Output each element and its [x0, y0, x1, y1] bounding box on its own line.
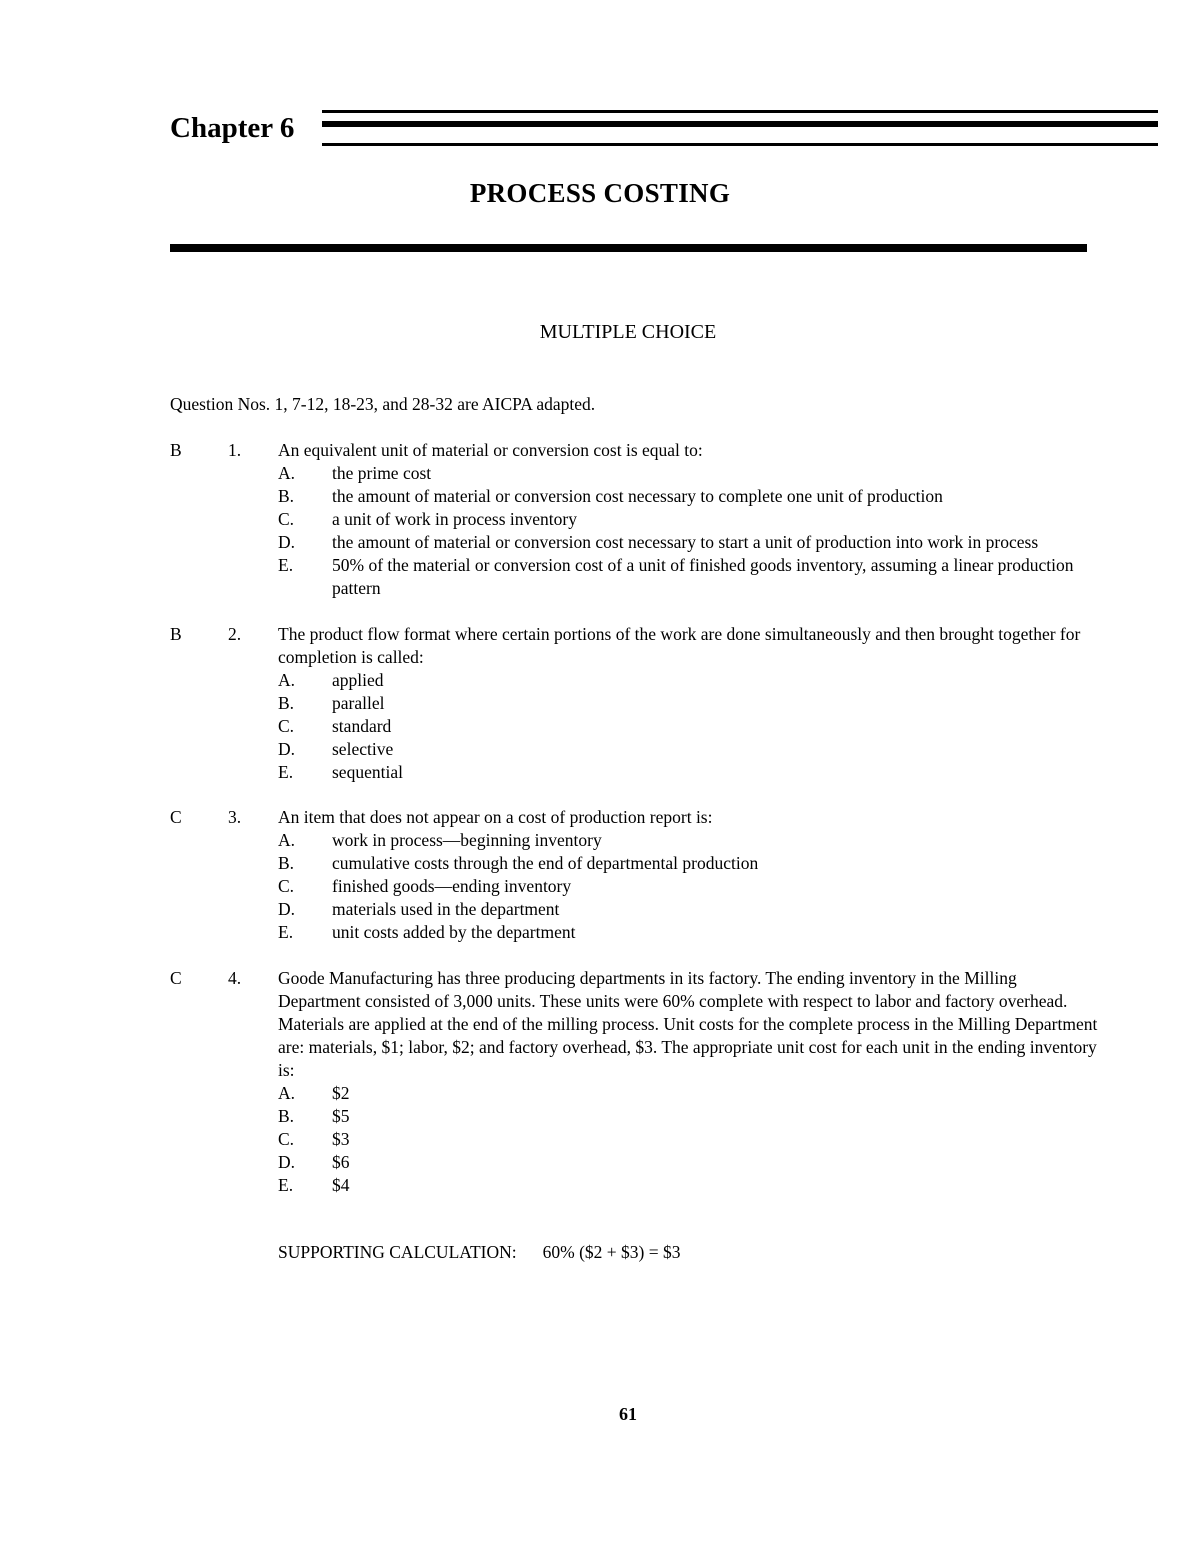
option-letter: A.: [278, 669, 296, 690]
option: [170, 829, 1100, 852]
option-text: selective: [332, 738, 394, 759]
option-letter: A.: [278, 830, 296, 850]
option: [170, 669, 1100, 692]
option-letter: E.: [278, 1174, 294, 1195]
option-text: sequential: [332, 761, 403, 782]
question-stem: The product flow format where certain portions of the work are done simultaneously and then brought together for completion is called:: [278, 623, 1081, 667]
supporting-calculation-label: SUPPORTING CALCULATION:: [278, 1241, 517, 1262]
option-letter: C.: [278, 1128, 295, 1149]
question-number: 3.: [228, 807, 242, 827]
option-letter: C.: [278, 876, 295, 896]
question-list: [170, 439, 1100, 1286]
option-text: the prime cost: [332, 463, 432, 483]
answer-key: B: [170, 623, 182, 644]
option-text: $5: [332, 1105, 350, 1126]
option: [170, 1174, 1100, 1197]
option-letter: A.: [278, 463, 296, 483]
option-letter: E.: [278, 922, 294, 942]
option-text: cumulative costs through the end of departmental production: [332, 853, 759, 873]
option-text: a unit of work in process inventory: [332, 509, 577, 529]
supporting-calculation-value: 60% ($2 + $3) = $3: [542, 1241, 681, 1262]
option-letter: C.: [278, 715, 295, 736]
question-number: 2.: [228, 623, 242, 644]
option: [170, 692, 1100, 715]
option-text: $6: [332, 1151, 350, 1172]
option-letter: E.: [278, 555, 294, 575]
option-letter: B.: [278, 1105, 295, 1126]
option: [170, 921, 1100, 944]
option-letter: D.: [278, 738, 296, 759]
question-stem: Goode Manufacturing has three producing departments in its factory. The ending inventory in the Milling Department consisted of 3,000 units. These units were 60% complete with respect to labor and factory overhead. Materials are applied at the end of the milling process. Unit costs for the complete process in the Milling Department are: materials, $1; labor, $2; and factory overhead, $3. The appropriate unit cost for each unit in the ending inventory is:: [278, 967, 1098, 1080]
option: [170, 508, 1100, 531]
option-text: finished goods—ending inventory: [332, 876, 572, 896]
chapter-rule-top: [322, 110, 1158, 113]
option-text: $2: [332, 1082, 350, 1103]
option-text: work in process—beginning inventory: [332, 830, 602, 850]
option: [170, 485, 1100, 508]
option-letter: B.: [278, 853, 295, 873]
option: [170, 852, 1100, 875]
question-4: [170, 967, 1100, 1264]
option-text: $4: [332, 1174, 350, 1195]
answer-key: C: [170, 967, 182, 988]
option: [170, 1105, 1100, 1128]
option-letter: B.: [278, 486, 295, 506]
option: [170, 875, 1100, 898]
option: [170, 715, 1100, 738]
option-letter: D.: [278, 532, 296, 552]
title-divider: [170, 244, 1087, 252]
question-2: [170, 623, 1100, 784]
question-number: 4.: [228, 967, 242, 988]
question-stem: An equivalent unit of material or conversion cost is equal to:: [278, 440, 703, 460]
option-letter: D.: [278, 899, 296, 919]
option-text: the amount of material or conversion cost necessary to complete one unit of production: [332, 486, 943, 506]
option-text: $3: [332, 1128, 350, 1149]
question-stem: An item that does not appear on a cost of production report is:: [278, 807, 713, 827]
option-letter: E.: [278, 761, 294, 782]
supporting-calculation: [278, 1241, 1100, 1264]
option: [170, 738, 1100, 761]
intro-note: Question Nos. 1, 7-12, 18-23, and 28-32 are AICPA adapted.: [170, 394, 596, 414]
question-number: 1.: [228, 440, 242, 460]
option-text: the amount of material or conversion cost necessary to start a unit of production into work in process: [332, 532, 1039, 552]
chapter-rule-bottom: [322, 143, 1158, 146]
option: [170, 531, 1100, 554]
chapter-rule-middle: [322, 121, 1158, 127]
option-text: applied: [332, 669, 384, 690]
page-title: PROCESS COSTING: [469, 178, 731, 208]
question-1: [170, 439, 1100, 600]
option: [170, 554, 1100, 600]
option: [170, 898, 1100, 921]
option: [170, 1128, 1100, 1151]
option-letter: B.: [278, 692, 295, 713]
option: [170, 1151, 1100, 1174]
option: [170, 462, 1100, 485]
option-text: unit costs added by the department: [332, 922, 576, 942]
option-letter: C.: [278, 509, 295, 529]
option-text: 50% of the material or conversion cost of a unit of finished goods inventory, assuming a linear production pattern: [332, 555, 1074, 598]
option-text: parallel: [332, 692, 385, 713]
option-letter: A.: [278, 1082, 296, 1103]
option-letter: D.: [278, 1151, 296, 1172]
answer-key: B: [170, 440, 182, 460]
page-number: 61: [619, 1404, 637, 1424]
option-text: materials used in the department: [332, 899, 560, 919]
section-heading: MULTIPLE CHOICE: [539, 321, 717, 343]
option: [170, 761, 1100, 784]
answer-key: C: [170, 807, 182, 827]
option: [170, 1082, 1100, 1105]
option-text: standard: [332, 715, 392, 736]
question-3: [170, 806, 1100, 944]
chapter-title: Chapter 6: [170, 112, 295, 144]
